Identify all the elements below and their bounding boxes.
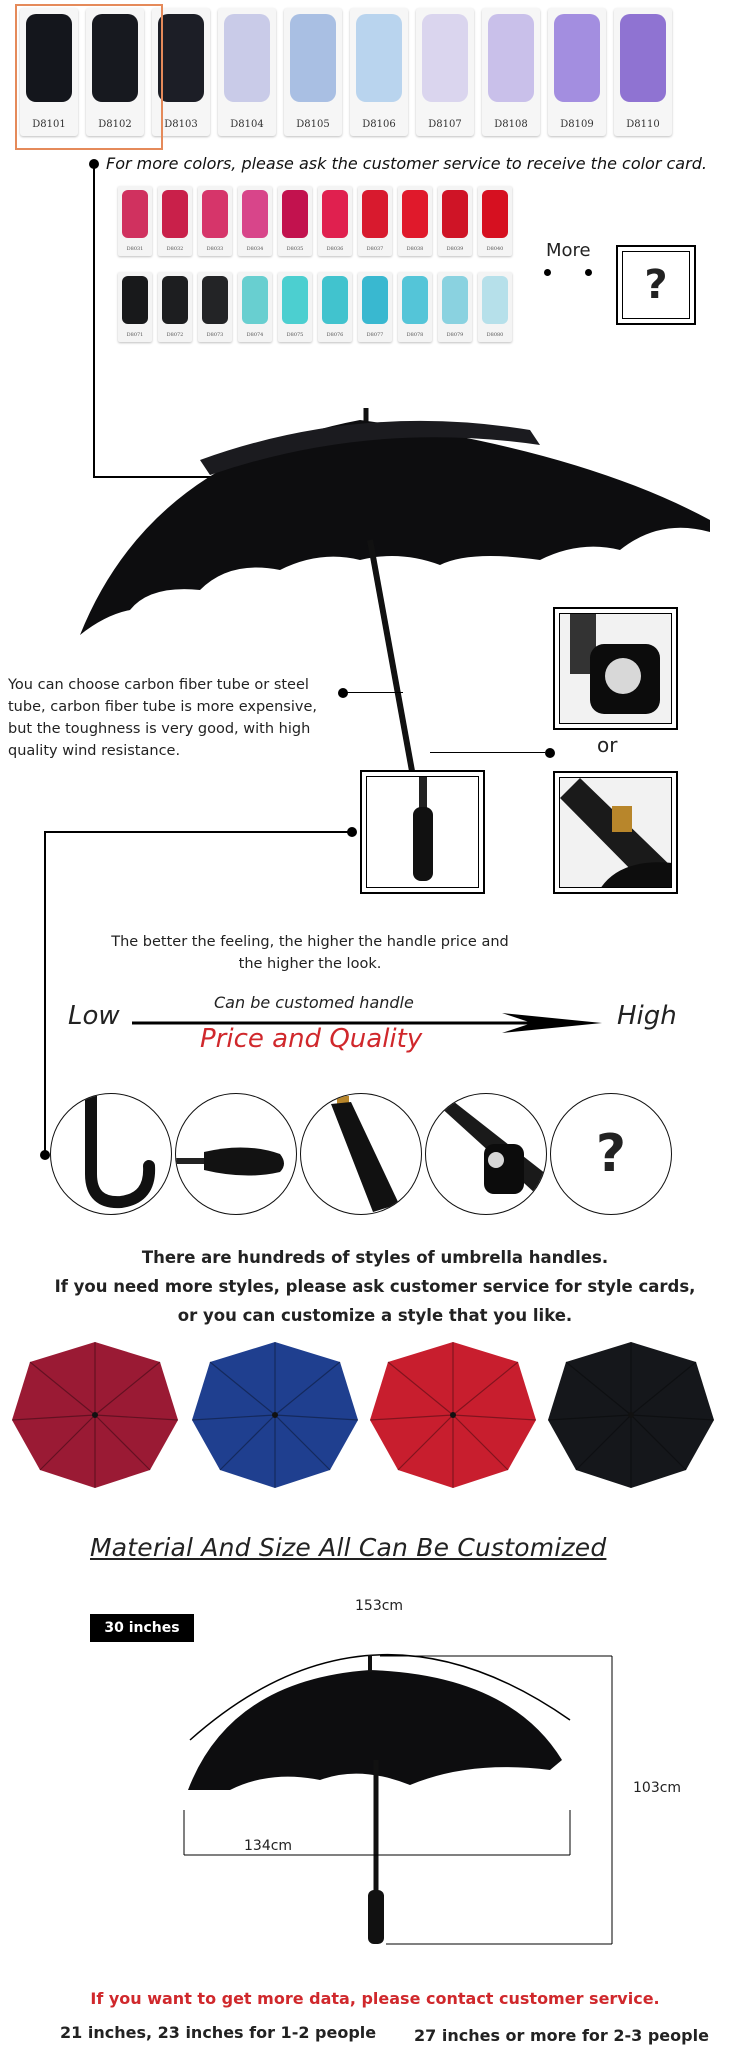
- swatch-fabric: [122, 190, 148, 238]
- swatch-code: D8108: [494, 119, 528, 130]
- swatch-fabric: [224, 14, 270, 102]
- swatch-code: D8034: [246, 246, 264, 252]
- swatch-code: D8077: [366, 332, 384, 338]
- handle-styles-text: [0, 1243, 750, 1330]
- color-card-swatch: [358, 272, 392, 342]
- swatch-code: D8037: [366, 246, 384, 252]
- color-card-swatch: [198, 272, 232, 342]
- swatch-fabric: [620, 14, 666, 102]
- color-card-swatch: [398, 186, 432, 256]
- canopy-image: [368, 1340, 538, 1490]
- color-card-swatch: [438, 186, 472, 256]
- size-diagram: [170, 1610, 630, 1950]
- swatch-fabric: [158, 14, 204, 102]
- color-card-swatch: [438, 272, 472, 342]
- canopy-row: [0, 1340, 750, 1490]
- handle-style-grip: [300, 1093, 422, 1215]
- tube-note-dot: [338, 688, 348, 698]
- color-card-row-1: [118, 186, 518, 258]
- swatch-fabric: [362, 276, 388, 324]
- handle-style-hook: [50, 1093, 172, 1215]
- canopy-image: [10, 1340, 180, 1490]
- handle-style-custom: [550, 1093, 672, 1215]
- swatch-fabric: [482, 190, 508, 238]
- color-swatch: [482, 8, 540, 136]
- footer-small-sizes: 21 inches, 23 inches for 1-2 people: [60, 2023, 377, 2042]
- scale-title: Price and Quality: [200, 1024, 423, 1054]
- handle-leader-end: [40, 1150, 50, 1160]
- or-leader: [430, 752, 545, 753]
- contact-note: If you want to get more data, please contact customer service.: [90, 1989, 660, 2008]
- color-card-swatch: [318, 272, 352, 342]
- handle-leader-v: [44, 831, 46, 1157]
- swatch-fabric: [488, 14, 534, 102]
- swatch-fabric: [442, 276, 468, 324]
- tube-option-carbon: [553, 771, 678, 894]
- swatch-fabric: [282, 190, 308, 238]
- swatch-fabric: [402, 276, 428, 324]
- swatch-fabric: [422, 14, 468, 102]
- swatch-fabric: [282, 276, 308, 324]
- dim-span: 134cm: [244, 1838, 293, 1854]
- color-card-swatch: [198, 186, 232, 256]
- swatch-code: D8032: [166, 246, 184, 252]
- color-swatch: [350, 8, 408, 136]
- swatch-code: D8033: [206, 246, 224, 252]
- handle-style-ribbed: [175, 1093, 297, 1215]
- color-card-swatch: [278, 186, 312, 256]
- swatch-fabric: [242, 190, 268, 238]
- tube-option-steel: [553, 607, 678, 730]
- swatch-code: D8031: [126, 246, 144, 252]
- swatch-code: D8072: [166, 332, 184, 338]
- more-label: More: [546, 240, 591, 261]
- swatch-code: D8103: [164, 119, 198, 130]
- swatch-code: D8080: [486, 332, 504, 338]
- question-mark: ?: [644, 262, 668, 308]
- canopy-image: [190, 1340, 360, 1490]
- color-swatch: [548, 8, 606, 136]
- swatch-fabric: [322, 190, 348, 238]
- handle-styles-line: If you need more styles, please ask customer service for style cards,: [54, 1277, 696, 1296]
- swatch-code: D8102: [98, 119, 132, 130]
- more-dot-2: [585, 269, 592, 276]
- swatch-fabric: [290, 14, 336, 102]
- swatch-fabric: [162, 276, 188, 324]
- swatch-code: D8107: [428, 119, 462, 130]
- swatch-code: D8105: [296, 119, 330, 130]
- swatch-code: D8035: [286, 246, 304, 252]
- more-colors-box: [616, 245, 696, 325]
- color-card-swatch: [118, 186, 152, 256]
- color-card-swatch: [158, 186, 192, 256]
- color-card-swatch: [398, 272, 432, 342]
- swatch-fabric: [482, 276, 508, 324]
- swatch-code: D8036: [326, 246, 344, 252]
- color-card-swatch: [278, 272, 312, 342]
- scale-caption: Can be customed handle: [214, 993, 414, 1012]
- color-swatch: [284, 8, 342, 136]
- swatch-fabric: [402, 190, 428, 238]
- swatch-code: D8076: [326, 332, 344, 338]
- handle-styles-line: or you can customize a style that you like.: [177, 1306, 573, 1325]
- swatch-code: D8075: [286, 332, 304, 338]
- color-card-row-2: [118, 272, 518, 344]
- swatch-code: D8079: [446, 332, 464, 338]
- swatch-fabric: [202, 190, 228, 238]
- swatch-code: D8039: [446, 246, 464, 252]
- color-card-swatch: [478, 186, 512, 256]
- swatch-fabric: [122, 276, 148, 324]
- color-swatch: [218, 8, 276, 136]
- dim-height: 103cm: [633, 1780, 682, 1796]
- swatch-fabric: [202, 276, 228, 324]
- swatch-code: D8038: [406, 246, 424, 252]
- swatch-code: D8073: [206, 332, 224, 338]
- dim-width-arc: 153cm: [355, 1598, 404, 1614]
- color-swatch: [614, 8, 672, 136]
- swatch-code: D8109: [560, 119, 594, 130]
- swatch-code: D8074: [246, 332, 264, 338]
- color-card-swatch: [158, 272, 192, 342]
- footer-large-sizes: 27 inches or more for 2-3 people: [414, 2026, 709, 2045]
- swatch-code: D8101: [32, 119, 66, 130]
- color-card-note: For more colors, please ask the customer service to receive the color card.: [106, 154, 707, 173]
- handle-leader-h: [44, 831, 349, 833]
- swatch-code: D8040: [486, 246, 504, 252]
- swatch-code: D8110: [626, 119, 660, 130]
- swatch-code: D8078: [406, 332, 424, 338]
- swatch-fabric: [162, 190, 188, 238]
- color-swatch: [416, 8, 474, 136]
- handle-style-steel: [425, 1093, 547, 1215]
- color-card-swatch: [118, 272, 152, 342]
- swatch-fabric: [554, 14, 600, 102]
- or-dot: [545, 748, 555, 758]
- swatch-fabric: [322, 276, 348, 324]
- swatch-code: D8071: [126, 332, 144, 338]
- handle-styles-line: There are hundreds of styles of umbrella handles.: [141, 1248, 609, 1267]
- color-card-swatch: [318, 186, 352, 256]
- swatch-fabric: [356, 14, 402, 102]
- swatch-code: D8106: [362, 119, 396, 130]
- handle-note: The better the feeling, the higher the handle price and the higher the look.: [111, 934, 509, 972]
- size-badge: 30 inches: [90, 1614, 194, 1642]
- tube-note: You can choose carbon fiber tube or steel tube, carbon fiber tube is more expensive, but the toughness is very good, with high quality wind resistance.: [8, 677, 317, 759]
- handle-detail-box: [360, 770, 485, 894]
- question-mark: ?: [595, 1124, 627, 1184]
- material-title: Material And Size All Can Be Customized: [90, 1533, 607, 1562]
- swatch-fabric: [442, 190, 468, 238]
- color-card-swatch: [358, 186, 392, 256]
- swatch-fabric: [242, 276, 268, 324]
- color-card-swatch: [478, 272, 512, 342]
- scale-low: Low: [68, 1001, 120, 1031]
- more-dot-1: [544, 269, 551, 276]
- color-card-swatch: [238, 272, 272, 342]
- scale-high: High: [617, 1001, 677, 1031]
- tube-leader: [343, 692, 403, 693]
- swatch-code: D8104: [230, 119, 264, 130]
- or-label: or: [597, 733, 618, 757]
- swatch-fabric: [362, 190, 388, 238]
- color-card-swatch: [238, 186, 272, 256]
- canopy-image: [546, 1340, 716, 1490]
- selected-swatch-frame: [15, 4, 163, 150]
